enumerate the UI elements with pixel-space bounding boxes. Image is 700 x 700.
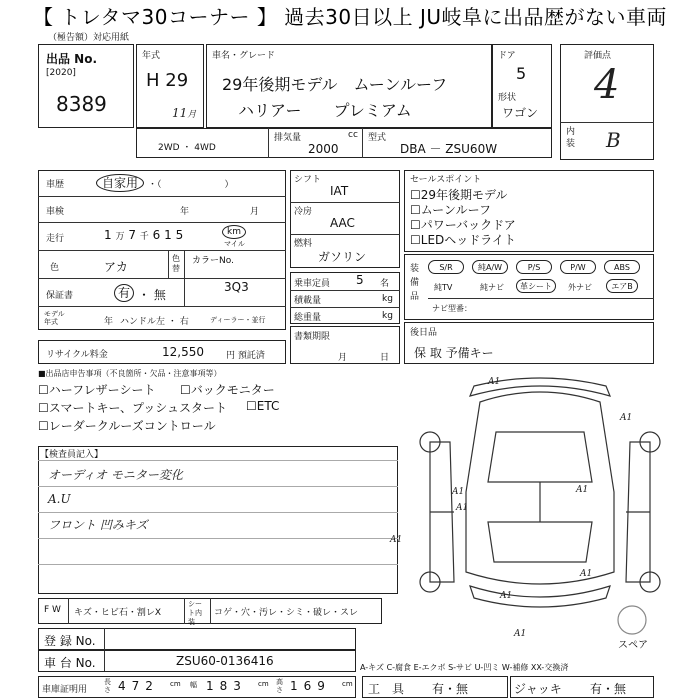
model-line2: ハリアー プレミアム [238, 101, 412, 120]
doc-day: 日 [380, 353, 390, 363]
fw-value: キズ・ヒビ石・割レX [74, 608, 161, 618]
sales-item-0: ☐ 29年後期モデル [410, 186, 507, 203]
note-0: ☐ ハーフレザーシート [38, 381, 155, 398]
equip-aw: 純A/W [472, 260, 508, 274]
damage-mark-1: A1 [620, 413, 633, 423]
tools-label: 工 具 [368, 682, 405, 696]
dealer-label: ディーラー・並行 [210, 316, 266, 324]
equip-pw: P/W [560, 260, 596, 274]
disp-unit: cc [348, 130, 358, 140]
handle-label: ハンドル [120, 317, 157, 327]
auction-banner: 【 トレタマ30コーナー 】 過去30日以上 JU岐阜に出品歴がない車両 [0, 0, 700, 34]
lot-number: 8389 [56, 92, 107, 116]
mileage-d4: 6 [152, 228, 161, 242]
warranty-yes: 有 [114, 284, 134, 302]
length-value: 472 [118, 679, 159, 693]
seat-value: コゲ・穴・汚レ・シミ・破レ・スレ [214, 608, 359, 618]
equip-sr: S/R [428, 260, 464, 274]
inspection-month: 月 [250, 207, 260, 217]
doors: 5 [516, 64, 527, 83]
damage-mark-0: A1 [488, 377, 501, 387]
era: H [146, 70, 160, 91]
damage-mark-5: A1 [390, 535, 403, 545]
jack-value: 有・無 [590, 682, 627, 696]
damage-mark-6: A1 [580, 569, 593, 579]
size-label: 車庫証明用 [42, 685, 88, 695]
color-no: 3Q3 [224, 280, 249, 294]
note-2: ☐ スマートキー、プッシュスタート [38, 399, 227, 416]
year-tag: [2020] [46, 68, 76, 78]
warranty-label: 保証書 [46, 291, 74, 301]
color-value: アカ [104, 260, 128, 274]
mileage-label: 走行 [46, 234, 65, 244]
shift-label: シフト [294, 175, 322, 185]
recycle-unit: 円 預託済 [226, 351, 265, 361]
sales-label: セールスポイント [410, 175, 482, 185]
height-unit: cm [342, 680, 353, 688]
reject-note: （極告額）対応用紙 [48, 33, 130, 43]
doc-label: 書類期限 [294, 332, 331, 342]
color-label: 色 [50, 263, 60, 273]
model-code: DBA － ZSU60W [400, 142, 498, 156]
navi-label: ナビ型番： [432, 304, 472, 313]
lot-label: 出品 No. [46, 52, 98, 66]
color-change: 色替 [172, 254, 180, 273]
model-year-unit: 年 [104, 317, 114, 327]
inspector-title: 【検査員記入】 [40, 450, 104, 460]
model-line1: 29年後期モデル ムーンルーフ [222, 75, 448, 94]
sales-item-2: ☐ パワーバックドア [410, 216, 516, 233]
mileage-km: km [222, 225, 246, 239]
mileage-d2: 7 [128, 228, 136, 242]
equip-leather: 革シート [516, 279, 556, 293]
car-damage-diagram [390, 372, 700, 652]
capacity: 5 [356, 273, 364, 287]
inspector-note-3: フロント 凹みキズ [48, 518, 148, 532]
equip-tv: 純TV [434, 283, 453, 292]
weight-unit: kg [382, 311, 393, 321]
ac: AAC [330, 216, 355, 230]
mileage-digits [104, 228, 183, 242]
capacity-label: 乗車定員 [294, 279, 331, 289]
capacity-unit: 名 [380, 279, 390, 289]
drive: 2WD ・ 4WD [158, 143, 216, 153]
type-label: 型式 [368, 133, 387, 143]
after-label: 後日品 [410, 328, 438, 338]
weight-label: 総重量 [294, 313, 322, 323]
load-label: 積載量 [294, 296, 322, 306]
length-label: 長さ [104, 678, 111, 694]
equip-airbag: エアB [606, 279, 638, 293]
width-unit: cm [258, 680, 269, 688]
sales-item-3: ☐ LEDヘッドライト [410, 231, 516, 248]
equip-label: 装備品 [410, 264, 420, 302]
model-type-label: モデル年式 [44, 310, 65, 326]
doc-month: 月 [338, 353, 348, 363]
name-label: 車名・グレード [212, 51, 276, 61]
reg-label: 登 録 No. [44, 634, 96, 648]
month-value [172, 106, 196, 120]
fuel-label: 燃料 [294, 239, 313, 249]
length-unit: cm [170, 680, 181, 688]
mileage-d1: 万 [115, 232, 125, 242]
spare-label: スペア [618, 640, 648, 651]
grade: 4 [594, 62, 620, 108]
width-label: 幅 [190, 681, 197, 689]
mileage-d6: 5 [175, 228, 184, 242]
ac-label: 冷房 [294, 207, 313, 217]
mileage-mile: マイル [224, 240, 245, 248]
damage-legend: A-キズ C-腐食 E-エクボ S-サビ U-凹ミ W-補修 XX-交換済 [360, 663, 569, 672]
sales-item-1: ☐ ムーンルーフ [410, 201, 491, 218]
width-value: 183 [206, 679, 247, 693]
interior-label: 内装 [566, 127, 576, 149]
history-value: 自家用 [96, 174, 144, 192]
height-value: 169 [290, 679, 331, 693]
year-value [146, 70, 188, 91]
damage-mark-7: A1 [500, 591, 513, 601]
year-label: 年式 [142, 51, 161, 61]
history-label: 車歴 [46, 180, 65, 190]
mileage-d3: 千 [139, 232, 149, 242]
damage-mark-4: A1 [456, 503, 469, 513]
tools-value: 有・無 [432, 682, 469, 696]
height-label: 高さ [276, 678, 283, 694]
inspection-year: 年 [180, 207, 190, 217]
notes-title: ■出品店申告事項（不良箇所・欠品・注意事項等） [38, 369, 222, 378]
chassis-number: ZSU60-0136416 [176, 654, 274, 668]
after-value: 保 取 予備キー [414, 346, 494, 360]
shape-label: 形状 [498, 93, 517, 103]
equip-ps: P/S [516, 260, 552, 274]
month-unit: 月 [187, 110, 197, 120]
handle-value: 左 ・ 右 [156, 317, 189, 327]
inspector-note-1: オーディオ モニター変化 [48, 468, 183, 482]
damage-mark-8: A1 [514, 629, 527, 639]
jack-label: ジャッキ [514, 682, 562, 696]
warranty-no: ・ 無 [138, 288, 166, 302]
note-1: ☐ バックモニター [180, 381, 275, 398]
recycle-value: 12,550 [162, 345, 204, 359]
fuel: ガソリン [318, 250, 367, 264]
inspection-label: 車検 [46, 207, 65, 217]
note-4: ☐ レーダークルーズコントロール [38, 417, 216, 434]
damage-mark-2: A1 [452, 487, 465, 497]
disp-label: 排気量 [274, 133, 302, 143]
equip-abs: ABS [604, 260, 640, 274]
inspector-note-2: A.U [48, 492, 71, 506]
year: 29 [165, 70, 189, 91]
door-label: ドア [498, 51, 516, 61]
fw-label: F W [44, 605, 61, 615]
shift: IAT [330, 184, 349, 198]
chassis-label: 車 台 No. [44, 656, 96, 670]
mileage-d5: 1 [164, 228, 172, 242]
color-no-label: カラーNo. [192, 256, 234, 266]
history-rest: ・（ ） [148, 180, 234, 190]
shape: ワゴン [502, 106, 539, 120]
recycle-label: リサイクル料金 [46, 350, 108, 360]
interior: B [606, 128, 621, 152]
damage-mark-3: A1 [576, 485, 589, 495]
seat-label: シート内装 [188, 600, 202, 626]
equip-navi: 純ナビ [480, 283, 504, 292]
displacement: 2000 [308, 142, 339, 156]
mileage-d0: 1 [104, 228, 112, 242]
equip-ext-navi: 外ナビ [568, 283, 592, 292]
month: 11 [172, 106, 188, 120]
load-unit: kg [382, 294, 393, 304]
note-3: ☐ ETC [246, 399, 279, 413]
grade-label: 評価点 [584, 51, 612, 61]
